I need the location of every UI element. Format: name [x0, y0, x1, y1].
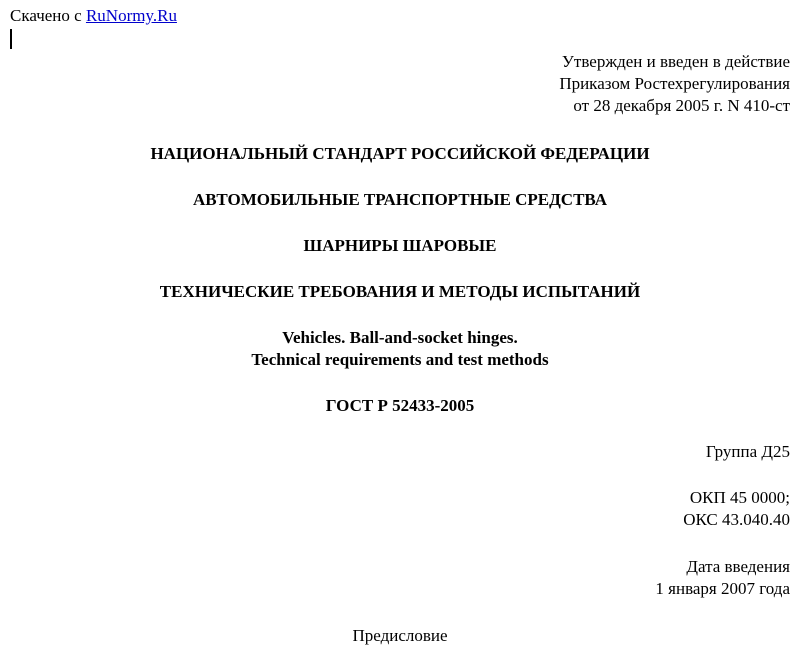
group-label — [706, 441, 790, 463]
approval-line-2: Приказом Ростехрегулирования — [559, 74, 790, 93]
english-title-line-1: Vehicles. Ball-and-socket hinges. — [282, 328, 518, 347]
vehicles-heading: АВТОМОБИЛЬНЫЕ ТРАНСПОРТНЫЕ СРЕДСТВА — [193, 190, 607, 209]
approval-block — [559, 51, 790, 117]
introduction-label: Дата введения — [686, 557, 790, 576]
approval-line-1: Утвержден и введен в действие — [561, 52, 790, 71]
english-title-line-2: Technical requirements and test methods — [251, 350, 549, 369]
text-cursor — [10, 29, 12, 49]
approval-line-3: от 28 декабря 2005 г. N 410-ст — [573, 96, 790, 115]
okp-code: ОКП 45 0000; — [689, 488, 790, 507]
introduction-date-block — [655, 556, 790, 600]
source-line — [10, 6, 177, 26]
source-prefix: Скачено с — [10, 6, 86, 25]
requirements-heading: ТЕХНИЧЕСКИЕ ТРЕБОВАНИЯ И МЕТОДЫ ИСПЫТАНИЙ — [159, 282, 641, 301]
oks-code: ОКС 43.040.40 — [683, 510, 790, 529]
gost-number: ГОСТ Р 52433-2005 — [325, 396, 475, 415]
group-code: Группа Д25 — [705, 442, 790, 461]
introduction-date: 1 января 2007 года — [655, 579, 790, 598]
national-standard-heading: НАЦИОНАЛЬНЫЙ СТАНДАРТ РОССИЙСКОЙ ФЕДЕРАЦИИ — [150, 144, 650, 163]
hinges-heading: ШАРНИРЫ ШАРОВЫЕ — [303, 236, 497, 255]
source-link[interactable]: RuNormy.Ru — [85, 6, 177, 25]
foreword-heading: Предисловие — [352, 626, 448, 645]
classification-block — [683, 487, 790, 531]
